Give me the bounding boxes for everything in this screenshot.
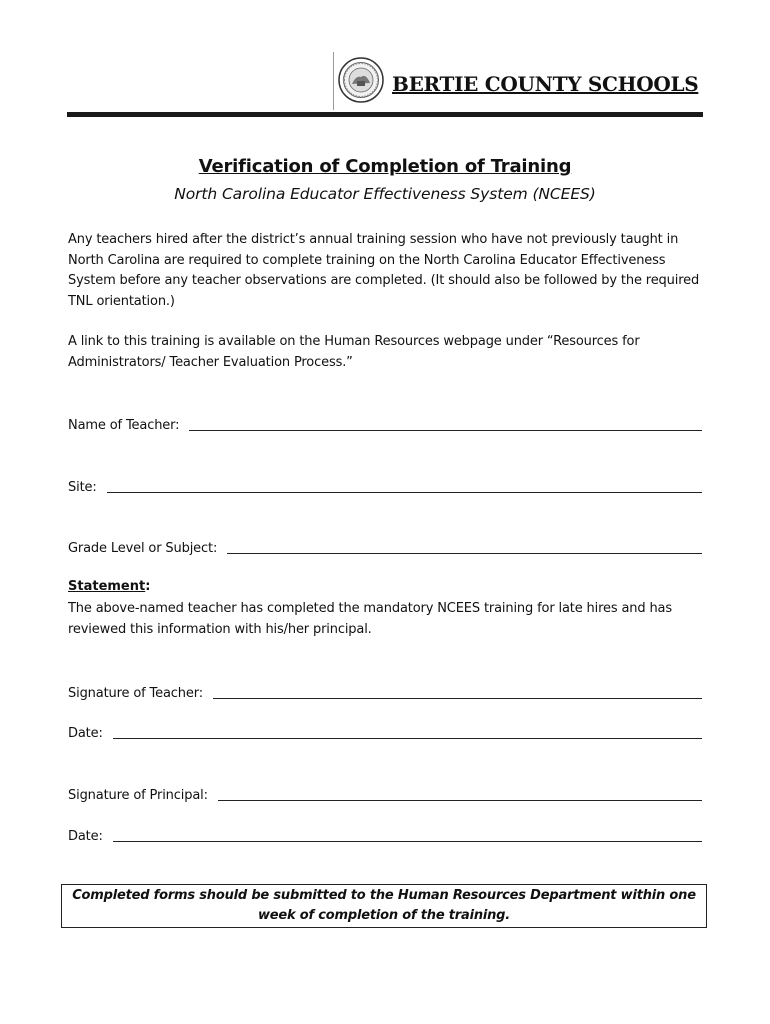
statement-heading xyxy=(68,579,150,594)
grade-subject-line[interactable] xyxy=(227,539,702,554)
teacher-name-field[interactable] xyxy=(68,414,702,434)
principal-date-line[interactable] xyxy=(113,827,702,842)
teacher-signature-line[interactable] xyxy=(213,684,702,699)
form-subtitle: North Carolina Educator Effectiveness System (NCEES) xyxy=(174,185,596,203)
letterhead xyxy=(0,0,770,120)
teacher-name-label: Name of Teacher: xyxy=(68,418,180,433)
statement-body: The above-named teacher has completed the mandatory NCEES training for late hires and has reviewed this information with his/her principal. xyxy=(68,601,672,637)
statement-heading-colon: : xyxy=(145,579,151,594)
form-title: Verification of Completion of Training xyxy=(198,156,572,177)
principal-signature-field[interactable] xyxy=(68,784,702,804)
submission-notice xyxy=(61,884,707,928)
principal-date-field[interactable] xyxy=(68,825,702,845)
site-field[interactable] xyxy=(68,476,702,496)
teacher-name-line[interactable] xyxy=(189,416,702,431)
teacher-date-line[interactable] xyxy=(113,724,702,739)
teacher-date-label: Date: xyxy=(68,726,103,741)
principal-signature-label: Signature of Principal: xyxy=(68,788,208,803)
statement-heading-text: Statement xyxy=(68,579,146,594)
school-seal-icon xyxy=(338,57,384,103)
grade-subject-field[interactable] xyxy=(68,537,702,557)
principal-signature-line[interactable] xyxy=(218,786,702,801)
header-divider xyxy=(333,52,334,110)
header-rule xyxy=(67,112,703,117)
instructions-paragraph: Any teachers hired after the district’s annual training session who have not previously taught in North Carolina are required to complete training on the North Carolina Educator Effectiveness System before any teacher observations are completed. (It should also be followed by the required TNL orientation.) xyxy=(68,232,700,309)
link-info-paragraph: A link to this training is available on the Human Resources webpage under “Resources for Administrators/ Teacher Evaluation Process.” xyxy=(68,334,640,370)
teacher-date-field[interactable] xyxy=(68,722,702,742)
grade-subject-label: Grade Level or Subject: xyxy=(68,541,218,556)
teacher-signature-field[interactable] xyxy=(68,682,702,702)
principal-date-label: Date: xyxy=(68,829,103,844)
site-label: Site: xyxy=(68,480,97,495)
teacher-signature-label: Signature of Teacher: xyxy=(68,686,203,701)
site-line[interactable] xyxy=(107,478,702,493)
school-name: BERTIE COUNTY SCHOOLS xyxy=(392,72,699,96)
submission-notice-text: Completed forms should be submitted to the Human Resources Department within one week of completion of the training. xyxy=(72,888,696,923)
